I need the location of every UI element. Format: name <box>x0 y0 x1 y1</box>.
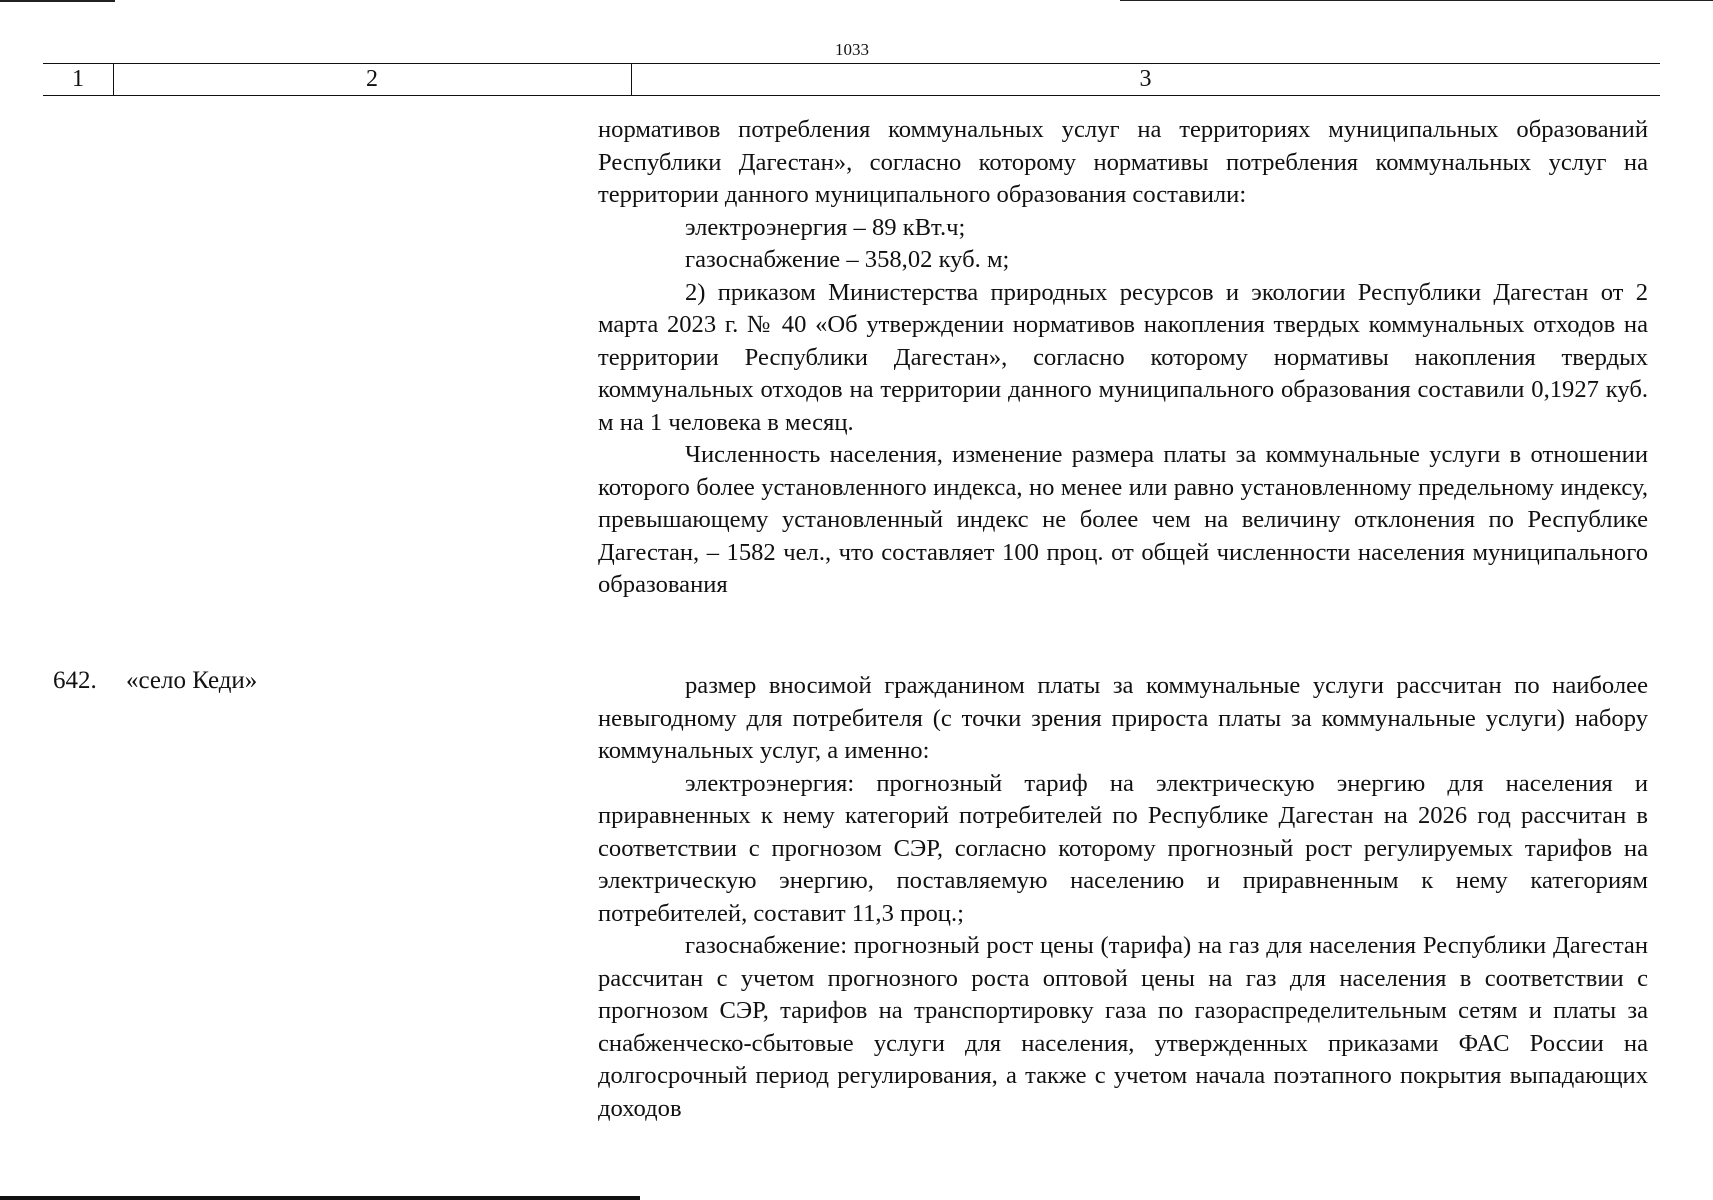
paragraph: нормативов потребления коммунальных услуг на территориях муниципальных образований Республики Дагестан», согласно которому нормативы потребления коммунальных услуг на территории данного муниципального образования составили: <box>598 116 1648 208</box>
continuation-text-block <box>598 114 1648 602</box>
column-header-3: 3 <box>1139 66 1152 92</box>
paragraph: Численность населения, изменение размера платы за коммунальные услуги в отношении которого более установленного индекса, но менее или равно установленному предельному индексу, превышающему установленный индекс не более чем на величину отклонения по Республике Дагестан, – 1582 чел., что составляет 100 проц. от общей численности населения муниципального образования <box>598 441 1648 598</box>
scan-edge-bottom <box>0 1196 640 1200</box>
paragraph: электроэнергия: прогнозный тариф на электрическую энергию для населения и приравненных к нему категорий потребителей по Республике Дагестан на 2026 год рассчитан в соответствии с прогнозом СЭР, согласно которому прогнозный рост регулируемых тарифов на электрическую энергию, поставляемую населению и приравненным к нему категориям потребителей, составит 11,3 проц.; <box>598 769 1648 927</box>
scan-edge-top-left <box>0 0 115 2</box>
paragraph: газоснабжение: прогнозный рост цены (тарифа) на газ для населения Республики Дагестан рассчитан с учетом прогнозного роста оптовой цены на газ для населения в соответствии с прогнозом СЭР, тарифов на транспортировку газа по газораспределительным сетям и платы за снабженческо-сбытовые услуги для населения, утвержденных приказами ФАС России на долгосрочный период регулирования, а также с учетом начала поэтапного покрытия выпадающих доходов <box>598 932 1648 1122</box>
scan-edge-top-right <box>1120 0 1713 1</box>
column-header-table <box>43 63 1660 96</box>
page-number: 1033 <box>835 40 869 59</box>
paragraph: электроэнергия – 89 кВт.ч; <box>685 213 966 241</box>
paragraph: 2) приказом Министерства природных ресурсов и экологии Республики Дагестан от 2 марта 2023 г. № 40 «Об утверждении нормативов накопления твердых коммунальных отходов на территории Республики Дагестан», согласно которому нормативы накопления твердых коммунальных отходов на территории данного муниципального образования составили 0,1927 куб. м на 1 человека в месяц. <box>598 278 1648 436</box>
row-description-text-block <box>598 670 1648 1125</box>
paragraph: размер вносимой гражданином платы за коммунальные услуги рассчитан по наиболее невыгодному для потребителя (с точки зрения прироста платы за коммунальные услуги) набору коммунальных услуг, а именно: <box>598 672 1648 764</box>
column-header-1: 1 <box>43 64 114 95</box>
municipality-name: «село Кеди» <box>126 667 258 694</box>
column-header-2: 2 <box>113 64 632 95</box>
paragraph: газоснабжение – 358,02 куб. м; <box>685 246 1010 273</box>
row-number: 642. <box>53 667 97 694</box>
